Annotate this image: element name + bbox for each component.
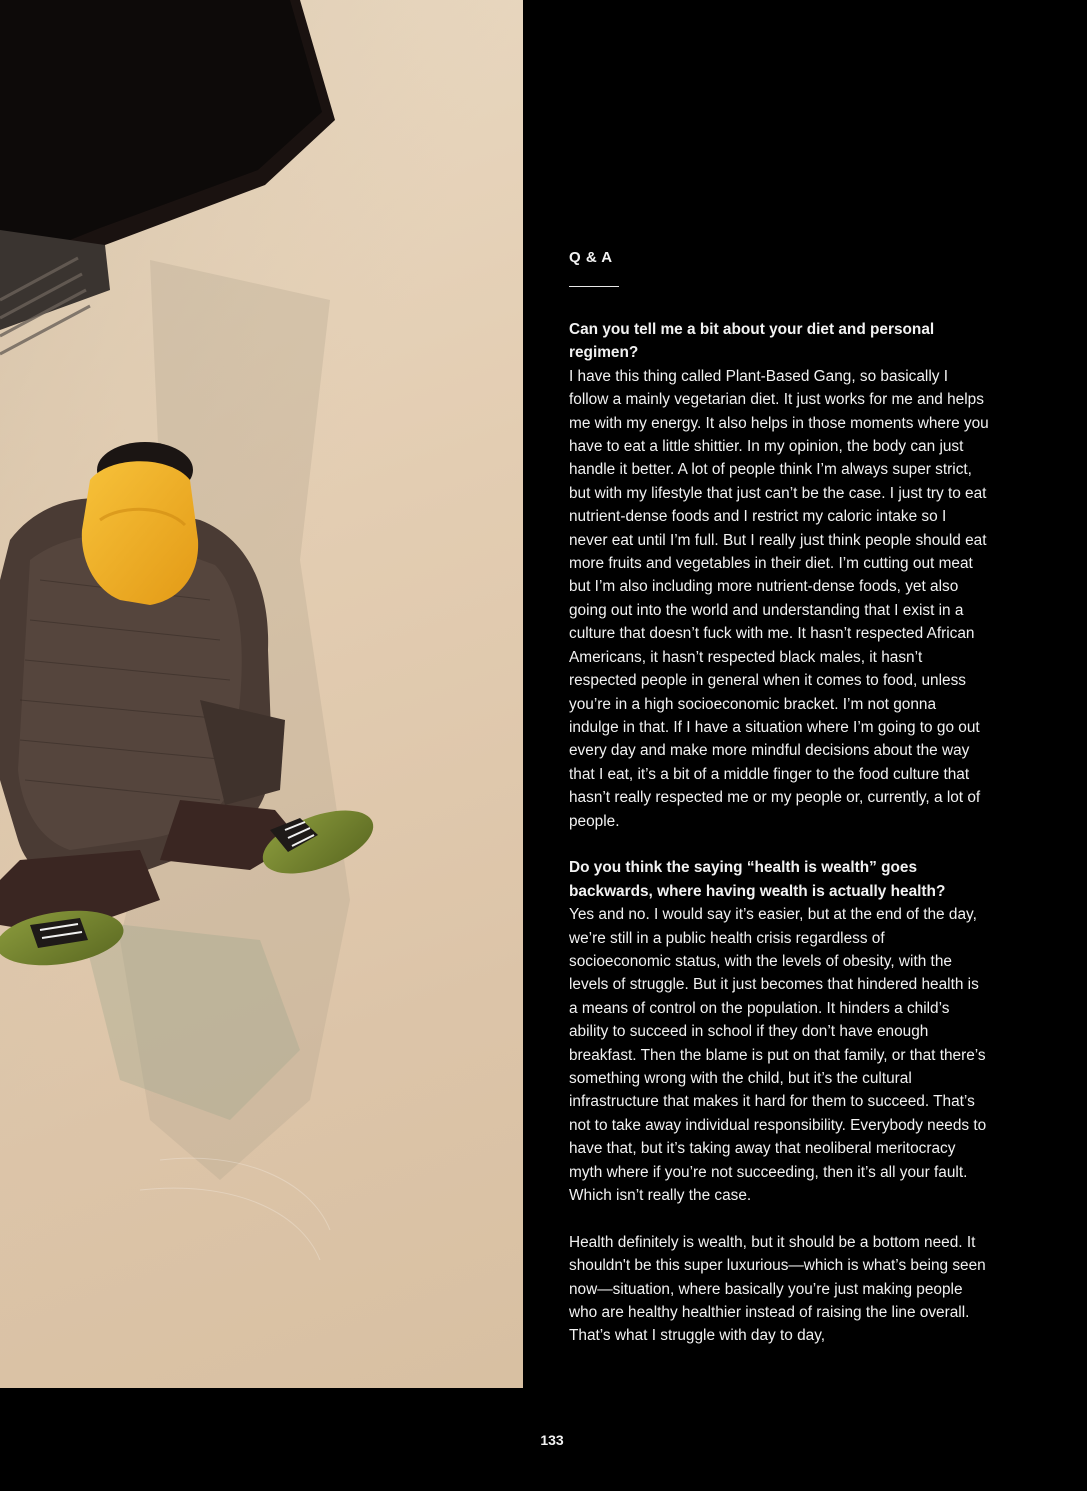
photo-man-walking-overhead [0,0,523,1388]
photo-illustration [0,0,523,1388]
section-label: Q & A [569,249,613,266]
question: Can you tell me a bit about your diet and personal regimen? [569,321,935,362]
page-number: 133 [540,1432,564,1448]
answer: Yes and no. I would say it’s easier, but at the end of the day, we’re still in a public health crisis regardless of socioeconomic status, with the levels of obesity, with the levels of struggle. But it just becomes that hindered health is a means of control on the population. It hinders a child’s ability to succeed in school if they don’t have enough breakfast. Then the blame is put on that family, or that there’s something wrong with the child, but it’s the cultural infrastructure that makes it hard for them to succeed. That’s not to take away individual responsibility. Everybody needs to have that, but it’s taking away that neoliberal meritocracy myth where if you’re not succeeding, then it’s all your fault. Which isn’t really the case. [569,906,987,1205]
qa-item [569,856,989,1207]
interview-text-column [569,246,989,1348]
answer: I have this thing called Plant-Based Gang, so basically I follow a mainly vegetarian diet. It just works for me and helps me with my energy. It also helps in those moments where you have to eat a little shittier. In my opinion, the body can just handle it better. A lot of people think I’m always super strict, but with my lifestyle that just can’t be the case. I just try to eat nutrient-dense foods and I restrict my caloric intake so I never eat until I’m full. But I really just think people should eat more fruits and vegetables in their diet. I’m cutting out meat but I’m also including more nutrient-dense foods, yet also going out into the world and understanding that I exist in a culture that doesn’t fuck with me. It hasn’t respected African Americans, it hasn’t respected black males, it hasn’t respected people in general when it comes to food, unless you’re in a high socioeconomic bracket. I’m not gonna indulge in that. If I have a situation where I’m going to go out every day and make more mindful decisions about the way that I eat, it’s a bit of a middle finger to the food culture that hasn’t really respected me or my people or, currently, a lot of people. [569,367,989,830]
qa-item [569,318,989,833]
section-divider [569,286,619,287]
question: Do you think the saying “health is wealth” goes backwards, where having wealth is actually health? [569,859,946,900]
answer-continuation: Health definitely is wealth, but it should be a bottom need. It shouldn't be this super luxurious—which is what’s being seen now—situation, where basically you’re just making people who are healthy healthier instead of raising the line overall. That’s what I struggle with day to day, [569,1233,986,1345]
